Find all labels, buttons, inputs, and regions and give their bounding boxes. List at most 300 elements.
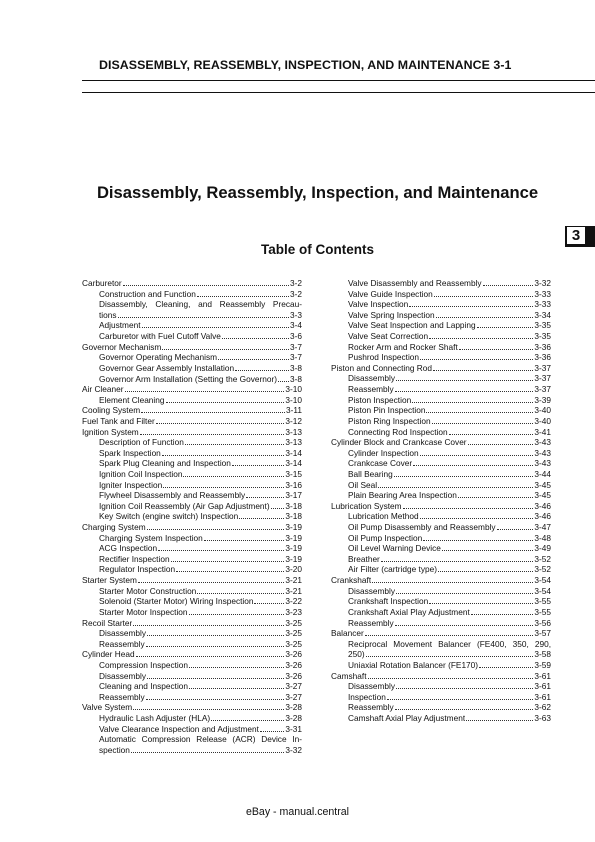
dot-leader bbox=[396, 688, 533, 689]
toc-entry-title: Air Cleaner bbox=[82, 384, 124, 395]
toc-entry-page: 3-7 bbox=[290, 341, 302, 352]
toc-entry[interactable] bbox=[82, 543, 302, 554]
toc-entry[interactable] bbox=[82, 533, 302, 544]
toc-entry-page: 3-14 bbox=[285, 447, 302, 458]
toc-entry[interactable] bbox=[82, 628, 302, 639]
toc-entry-page: 3-31 bbox=[285, 723, 302, 734]
toc-entry-page: 3-40 bbox=[534, 415, 551, 426]
toc-entry-page: 3-10 bbox=[285, 394, 302, 405]
toc-entry[interactable] bbox=[82, 596, 302, 607]
dot-leader bbox=[381, 561, 534, 562]
toc-entry-title: Fuel Tank and Filter bbox=[82, 415, 155, 426]
toc-entry-title-continuation: 250) bbox=[348, 649, 365, 660]
toc-entry-page: 3-39 bbox=[534, 394, 551, 405]
toc-entry[interactable] bbox=[82, 618, 302, 629]
toc-entry-page: 3-14 bbox=[285, 458, 302, 469]
toc-entry[interactable] bbox=[82, 320, 302, 331]
toc-entry-title: Camshaft Axial Play Adjustment bbox=[348, 713, 466, 724]
toc-entry-page: 3-44 bbox=[534, 468, 551, 479]
toc-entry-title: Carburetor bbox=[82, 278, 122, 288]
toc-entry[interactable] bbox=[82, 469, 302, 480]
footer-watermark: eBay - manual.central bbox=[245, 806, 350, 818]
toc-entry[interactable] bbox=[331, 692, 551, 703]
dot-leader bbox=[423, 540, 533, 541]
toc-entry-title: Valve Inspection bbox=[348, 299, 409, 310]
dot-leader bbox=[260, 731, 285, 732]
dot-leader bbox=[477, 327, 534, 328]
toc-entry[interactable] bbox=[82, 490, 302, 501]
toc-entry-title: Element Cleaning bbox=[99, 394, 165, 405]
dot-leader bbox=[218, 359, 289, 360]
toc-entry[interactable] bbox=[82, 649, 302, 660]
toc-entry[interactable] bbox=[82, 480, 302, 491]
toc-entry[interactable] bbox=[331, 363, 551, 374]
toc-entry-page: 3-21 bbox=[285, 585, 302, 596]
dot-leader bbox=[468, 444, 534, 445]
toc-entry-title: Starter System bbox=[82, 575, 137, 586]
toc-entry-page: 3-27 bbox=[285, 691, 302, 702]
toc-entry-title: Starter Motor Construction bbox=[99, 585, 197, 596]
toc-entry-title: Cylinder Inspection bbox=[348, 447, 419, 458]
toc-entry-page: 3-2 bbox=[290, 288, 302, 299]
toc-entry-title: Disassembly, Cleaning, and Reassembly Precau- bbox=[99, 299, 302, 310]
toc-entry-title: Rectifier Inspection bbox=[99, 553, 170, 564]
toc-entry-title: Charging System Inspection bbox=[99, 532, 203, 543]
toc-entry[interactable] bbox=[331, 713, 551, 724]
toc-entry-title: Governor Operating Mechanism bbox=[99, 352, 218, 363]
toc-entry-page: 3-22 bbox=[285, 596, 302, 607]
toc-entry-title: Reciprocal Movement Balancer (FE400, 350, 290, bbox=[348, 638, 551, 649]
toc-entry[interactable] bbox=[82, 692, 302, 703]
dot-leader bbox=[146, 699, 285, 700]
toc-entry-page: 3-40 bbox=[534, 405, 551, 416]
toc-entry-title: Cooling System bbox=[82, 405, 141, 416]
toc-entry-title: Piston and Connecting Rod bbox=[331, 362, 433, 373]
toc-entry-page: 3-2 bbox=[290, 278, 302, 288]
toc-entry-title: Reassembly bbox=[348, 617, 394, 628]
dot-leader bbox=[483, 285, 534, 286]
dot-leader bbox=[396, 593, 533, 594]
dot-leader bbox=[429, 338, 533, 339]
toc-entry-title: Disassembly bbox=[348, 373, 396, 384]
toc-entry-continuation-line bbox=[99, 310, 302, 321]
toc-entry[interactable] bbox=[331, 702, 551, 713]
toc-entry-page: 3-43 bbox=[534, 447, 551, 458]
toc-entry[interactable] bbox=[331, 533, 551, 544]
toc-entry[interactable] bbox=[331, 639, 551, 660]
toc-entry-page: 3-55 bbox=[534, 606, 551, 617]
toc-entry[interactable] bbox=[82, 448, 302, 459]
toc-entry-title: Crankshaft Inspection bbox=[348, 596, 429, 607]
toc-entry[interactable] bbox=[331, 448, 551, 459]
toc-entry[interactable] bbox=[82, 681, 302, 692]
toc-entry-title: Lubrication Method bbox=[348, 511, 419, 522]
dot-leader bbox=[232, 465, 284, 466]
dot-leader bbox=[147, 635, 284, 636]
header-rule-top bbox=[82, 80, 595, 81]
toc-entry-page: 3-32 bbox=[534, 278, 551, 288]
dot-leader bbox=[131, 752, 284, 753]
toc-entry[interactable] bbox=[331, 671, 551, 682]
toc-entry-title: Igniter Inspection bbox=[99, 479, 163, 490]
toc-entry-page: 3-20 bbox=[285, 564, 302, 575]
toc-entry[interactable] bbox=[331, 501, 551, 512]
toc-entry[interactable] bbox=[331, 320, 551, 331]
toc-entry[interactable] bbox=[82, 405, 302, 416]
dot-leader bbox=[409, 306, 533, 307]
toc-entry[interactable] bbox=[82, 511, 302, 522]
toc-entry[interactable] bbox=[82, 416, 302, 427]
toc-entry-page: 3-57 bbox=[534, 628, 551, 639]
toc-entry-page: 3-13 bbox=[285, 426, 302, 437]
toc-entry-title: Spark Inspection bbox=[99, 447, 161, 458]
toc-entry-page: 3-59 bbox=[534, 659, 551, 670]
toc-entry[interactable] bbox=[331, 681, 551, 692]
toc-entry[interactable] bbox=[82, 395, 302, 406]
dot-leader bbox=[171, 561, 285, 562]
toc-entry-page: 3-61 bbox=[534, 681, 551, 692]
toc-entry-page: 3-61 bbox=[534, 670, 551, 681]
toc-entry[interactable] bbox=[82, 289, 302, 300]
toc-entry[interactable] bbox=[82, 639, 302, 650]
toc-entry[interactable] bbox=[331, 352, 551, 363]
dot-leader bbox=[403, 508, 534, 509]
dot-leader bbox=[123, 285, 289, 286]
dot-leader bbox=[479, 667, 533, 668]
toc-entry-title: Reassembly bbox=[348, 384, 394, 395]
toc-entry-title: Pushrod Inspection bbox=[348, 352, 420, 363]
toc-entry-page: 3-12 bbox=[285, 415, 302, 426]
toc-entry[interactable] bbox=[82, 607, 302, 618]
toc-column-right bbox=[331, 278, 551, 724]
toc-entry-title: Air Filter (cartridge type) bbox=[348, 564, 437, 575]
toc-entry-page: 3-3 bbox=[290, 309, 302, 320]
toc-entry[interactable] bbox=[331, 331, 551, 342]
toc-entry-page: 3-48 bbox=[534, 532, 551, 543]
toc-entry[interactable] bbox=[331, 469, 551, 480]
toc-entry-page: 3-33 bbox=[534, 288, 551, 299]
toc-entry-page: 3-18 bbox=[285, 500, 302, 511]
toc-entry-continuation-line bbox=[348, 649, 551, 660]
dot-leader bbox=[136, 656, 285, 657]
toc-entry[interactable] bbox=[331, 522, 551, 533]
toc-entry[interactable] bbox=[331, 342, 551, 353]
toc-entry[interactable] bbox=[331, 596, 551, 607]
toc-entry-title: Inspection bbox=[348, 691, 386, 702]
dot-leader bbox=[211, 720, 284, 721]
toc-entry-page: 3-62 bbox=[534, 702, 551, 713]
toc-entry-title: ACG Inspection bbox=[99, 543, 158, 554]
dot-leader bbox=[429, 603, 533, 604]
toc-entry[interactable] bbox=[82, 522, 302, 533]
toc-entry-title: Carburetor with Fuel Cutoff Valve bbox=[99, 331, 221, 342]
toc-entry-page: 3-15 bbox=[285, 469, 302, 479]
toc-entry-title: Balancer bbox=[331, 628, 364, 639]
dot-leader bbox=[365, 635, 534, 636]
toc-entry[interactable] bbox=[331, 607, 551, 618]
toc-entry-title-continuation: tions bbox=[99, 309, 117, 320]
toc-entry-page: 3-6 bbox=[290, 331, 302, 342]
dot-leader bbox=[189, 688, 284, 689]
toc-entry-title: Connecting Rod Inspection bbox=[348, 426, 448, 437]
dot-leader bbox=[394, 476, 534, 477]
toc-entry-title: Recoil Starter bbox=[82, 617, 133, 628]
dot-leader bbox=[156, 423, 285, 424]
toc-entry-page: 3-18 bbox=[285, 511, 302, 522]
toc-entry-title: Crankshaft bbox=[331, 575, 372, 586]
toc-entry[interactable] bbox=[331, 405, 551, 416]
dot-leader bbox=[432, 423, 534, 424]
toc-entry-title: Lubrication System bbox=[331, 500, 402, 511]
dot-leader bbox=[420, 359, 533, 360]
toc-entry-page: 3-63 bbox=[534, 713, 551, 724]
toc-entry-page: 3-13 bbox=[285, 437, 302, 448]
toc-entry-page: 3-34 bbox=[534, 309, 551, 320]
toc-entry[interactable] bbox=[331, 543, 551, 554]
dot-leader bbox=[466, 720, 533, 721]
toc-entry-title: Cylinder Head bbox=[82, 649, 135, 660]
toc-entry-title: Valve Disassembly and Reassembly bbox=[348, 278, 482, 288]
toc-entry[interactable] bbox=[331, 511, 551, 522]
dot-leader bbox=[138, 582, 285, 583]
toc-entry-page: 3-26 bbox=[285, 649, 302, 660]
toc-entry-page: 3-19 bbox=[285, 532, 302, 543]
toc-entry-page: 3-10 bbox=[285, 384, 302, 395]
dot-leader bbox=[235, 370, 289, 371]
header-rule-bottom bbox=[82, 92, 595, 93]
toc-entry[interactable] bbox=[331, 384, 551, 395]
toc-entry-title: Governor Mechanism bbox=[82, 341, 162, 352]
toc-entry-page: 3-25 bbox=[285, 617, 302, 628]
toc-entry-title: Disassembly bbox=[99, 670, 147, 681]
toc-entry[interactable] bbox=[331, 427, 551, 438]
toc-entry-page: 3-28 bbox=[285, 702, 302, 713]
toc-entry[interactable] bbox=[82, 575, 302, 586]
toc-entry-title: Description of Function bbox=[99, 437, 184, 448]
dot-leader bbox=[166, 402, 285, 403]
dot-leader bbox=[239, 518, 284, 519]
toc-entry-title: Oil Seal bbox=[348, 479, 378, 490]
dot-leader bbox=[176, 571, 284, 572]
toc-entry-page: 3-32 bbox=[285, 744, 302, 755]
toc-entry[interactable] bbox=[331, 586, 551, 597]
dot-leader bbox=[163, 487, 284, 488]
toc-entry-page: 3-61 bbox=[534, 691, 551, 702]
dot-leader bbox=[162, 455, 285, 456]
toc-entry-title: Piston Pin Inspection bbox=[348, 405, 426, 416]
toc-entry-title: Flywheel Disassembly and Reassembly bbox=[99, 490, 246, 501]
toc-entry[interactable] bbox=[331, 564, 551, 575]
toc-entry[interactable] bbox=[82, 437, 302, 448]
toc-entry-page: 3-35 bbox=[534, 331, 551, 342]
toc-entry[interactable] bbox=[331, 299, 551, 310]
toc-entry[interactable] bbox=[331, 628, 551, 639]
toc-entry-title: Crankcase Cover bbox=[348, 458, 413, 469]
toc-entry[interactable] bbox=[82, 713, 302, 724]
toc-entry-title: Oil Level Warning Device bbox=[348, 543, 441, 554]
toc-entry[interactable] bbox=[331, 554, 551, 565]
toc-entry[interactable] bbox=[82, 363, 302, 374]
toc-entry-page: 3-37 bbox=[534, 373, 551, 384]
toc-entry[interactable] bbox=[331, 437, 551, 448]
toc-entry-page: 3-23 bbox=[285, 606, 302, 617]
dot-leader bbox=[412, 402, 533, 403]
toc-entry-title: Oil Pump Disassembly and Reassembly bbox=[348, 522, 496, 533]
dot-leader bbox=[278, 381, 289, 382]
toc-entry-page: 3-58 bbox=[534, 649, 551, 660]
toc-entry-page: 3-19 bbox=[285, 553, 302, 564]
toc-entry-page: 3-4 bbox=[290, 320, 302, 331]
toc-entry-page: 3-17 bbox=[285, 490, 302, 501]
toc-entry[interactable] bbox=[331, 660, 551, 671]
toc-entry-title: Plain Bearing Area Inspection bbox=[348, 490, 457, 501]
dot-leader bbox=[438, 571, 533, 572]
toc-entry[interactable] bbox=[82, 331, 302, 342]
dot-leader bbox=[387, 699, 534, 700]
toc-entry[interactable] bbox=[331, 373, 551, 384]
dot-leader bbox=[395, 391, 534, 392]
toc-entry[interactable] bbox=[82, 671, 302, 682]
dot-leader bbox=[189, 614, 285, 615]
toc-entry[interactable] bbox=[82, 724, 302, 735]
toc-entry[interactable] bbox=[331, 416, 551, 427]
toc-entry[interactable] bbox=[82, 384, 302, 395]
dot-leader bbox=[449, 434, 534, 435]
toc-entry[interactable] bbox=[331, 458, 551, 469]
dot-leader bbox=[125, 391, 285, 392]
toc-entry[interactable] bbox=[82, 734, 302, 755]
dot-leader bbox=[271, 508, 285, 509]
dot-leader bbox=[222, 338, 289, 339]
toc-entry[interactable] bbox=[331, 395, 551, 406]
toc-entry-title: Crankshaft Axial Play Adjustment bbox=[348, 606, 470, 617]
dot-leader bbox=[254, 603, 284, 604]
toc-entry-page: 3-43 bbox=[534, 437, 551, 448]
toc-entry-title: Ignition System bbox=[82, 426, 139, 437]
toc-entry-title: Cylinder Block and Crankcase Cover bbox=[331, 437, 467, 448]
toc-entry-title: Oil Pump Inspection bbox=[348, 532, 423, 543]
toc-entry-title: Valve Guide Inspection bbox=[348, 288, 433, 299]
toc-entry[interactable] bbox=[331, 575, 551, 586]
running-header: DISASSEMBLY, REASSEMBLY, INSPECTION, AND MAINTENANCE 3-1 bbox=[99, 58, 512, 72]
toc-entry-page: 3-41 bbox=[534, 426, 551, 437]
dot-leader bbox=[162, 349, 289, 350]
toc-entry[interactable] bbox=[331, 310, 551, 321]
toc-entry-page: 3-37 bbox=[534, 384, 551, 395]
toc-entry[interactable] bbox=[82, 342, 302, 353]
toc-entry-page: 3-52 bbox=[534, 564, 551, 575]
toc-entry-title: Ignition Coil Inspection bbox=[99, 469, 183, 479]
dot-leader bbox=[197, 296, 289, 297]
toc-entry-title: Reassembly bbox=[99, 638, 145, 649]
toc-column-left bbox=[82, 278, 302, 755]
toc-entry[interactable] bbox=[82, 458, 302, 469]
toc-entry[interactable] bbox=[331, 278, 551, 289]
toc-entry[interactable] bbox=[82, 299, 302, 320]
toc-entry[interactable] bbox=[331, 618, 551, 629]
toc-entry-page: 3-45 bbox=[534, 479, 551, 490]
dot-leader bbox=[133, 625, 284, 626]
dot-leader bbox=[140, 434, 285, 435]
dot-leader bbox=[378, 487, 533, 488]
dot-leader bbox=[395, 709, 534, 710]
toc-entry-page: 3-52 bbox=[534, 553, 551, 564]
dot-leader bbox=[395, 625, 534, 626]
toc-entry-title: Starter Motor Inspection bbox=[99, 606, 188, 617]
toc-entry-title: Piston Ring Inspection bbox=[348, 415, 431, 426]
dot-leader bbox=[368, 678, 534, 679]
dot-leader bbox=[204, 540, 285, 541]
toc-entry-page: 3-33 bbox=[534, 299, 551, 310]
toc-entry-page: 3-43 bbox=[534, 458, 551, 469]
toc-entry-page: 3-19 bbox=[285, 522, 302, 533]
toc-entry-page: 3-47 bbox=[534, 522, 551, 533]
toc-entry[interactable] bbox=[82, 564, 302, 575]
toc-entry[interactable] bbox=[82, 702, 302, 713]
toc-entry[interactable] bbox=[82, 427, 302, 438]
toc-entry-continuation-line bbox=[99, 745, 302, 756]
toc-entry-title: Automatic Compression Release (ACR) Device In- bbox=[99, 734, 302, 745]
toc-entry-title: Charging System bbox=[82, 522, 146, 533]
toc-entry-page: 3-11 bbox=[286, 405, 302, 416]
toc-entry-title: Disassembly bbox=[348, 585, 396, 596]
toc-entry[interactable] bbox=[82, 501, 302, 512]
toc-entry[interactable] bbox=[82, 352, 302, 363]
dot-leader bbox=[142, 327, 289, 328]
toc-entry-page: 3-49 bbox=[534, 543, 551, 554]
dot-leader bbox=[396, 380, 533, 381]
toc-title: Table of Contents bbox=[261, 242, 374, 257]
toc-entry-page: 3-46 bbox=[534, 511, 551, 522]
dot-leader bbox=[158, 550, 284, 551]
dot-leader bbox=[413, 465, 533, 466]
toc-entry-title: Cleaning and Inspection bbox=[99, 681, 189, 692]
toc-entry[interactable] bbox=[82, 586, 302, 597]
toc-entry-page: 3-36 bbox=[534, 341, 551, 352]
toc-entry-page: 3-16 bbox=[285, 479, 302, 490]
dot-leader bbox=[420, 518, 534, 519]
toc-entry-page: 3-37 bbox=[534, 362, 551, 373]
toc-entry[interactable] bbox=[82, 278, 302, 289]
toc-entry-page: 3-8 bbox=[290, 373, 302, 384]
chapter-tab-number: 3 bbox=[567, 227, 585, 244]
dot-leader bbox=[183, 476, 284, 477]
dot-leader bbox=[442, 550, 534, 551]
toc-entry-title: Ignition Coil Reassembly (Air Gap Adjustment) bbox=[99, 500, 270, 511]
toc-entry[interactable] bbox=[331, 490, 551, 501]
toc-entry-title: Governor Gear Assembly Installation bbox=[99, 362, 235, 373]
dot-leader bbox=[197, 593, 284, 594]
toc-entry-page: 3-21 bbox=[285, 575, 302, 586]
toc-entry[interactable] bbox=[331, 480, 551, 491]
dot-leader bbox=[366, 656, 534, 657]
toc-entry-title: Uniaxial Rotation Balancer (FE170) bbox=[348, 659, 479, 670]
toc-entry-title: Valve Clearance Inspection and Adjustment bbox=[99, 723, 259, 734]
toc-entry-title: Reassembly bbox=[348, 702, 394, 713]
toc-entry[interactable] bbox=[82, 660, 302, 671]
toc-entry[interactable] bbox=[82, 554, 302, 565]
toc-entry-title: Hydraulic Lash Adjuster (HLA) bbox=[99, 713, 211, 724]
toc-entry-page: 3-8 bbox=[290, 362, 302, 373]
toc-entry[interactable] bbox=[82, 374, 302, 385]
toc-entry-title: Camshaft bbox=[331, 670, 367, 681]
toc-entry-title: Key Switch (engine switch) Inspection bbox=[99, 511, 239, 522]
chapter-title: Disassembly, Reassembly, Inspection, and Maintenance bbox=[96, 183, 539, 202]
toc-entry-page: 3-7 bbox=[290, 352, 302, 363]
toc-entry-page: 3-26 bbox=[285, 659, 302, 670]
toc-entry-title: Breather bbox=[348, 553, 380, 564]
toc-entry[interactable] bbox=[331, 289, 551, 300]
